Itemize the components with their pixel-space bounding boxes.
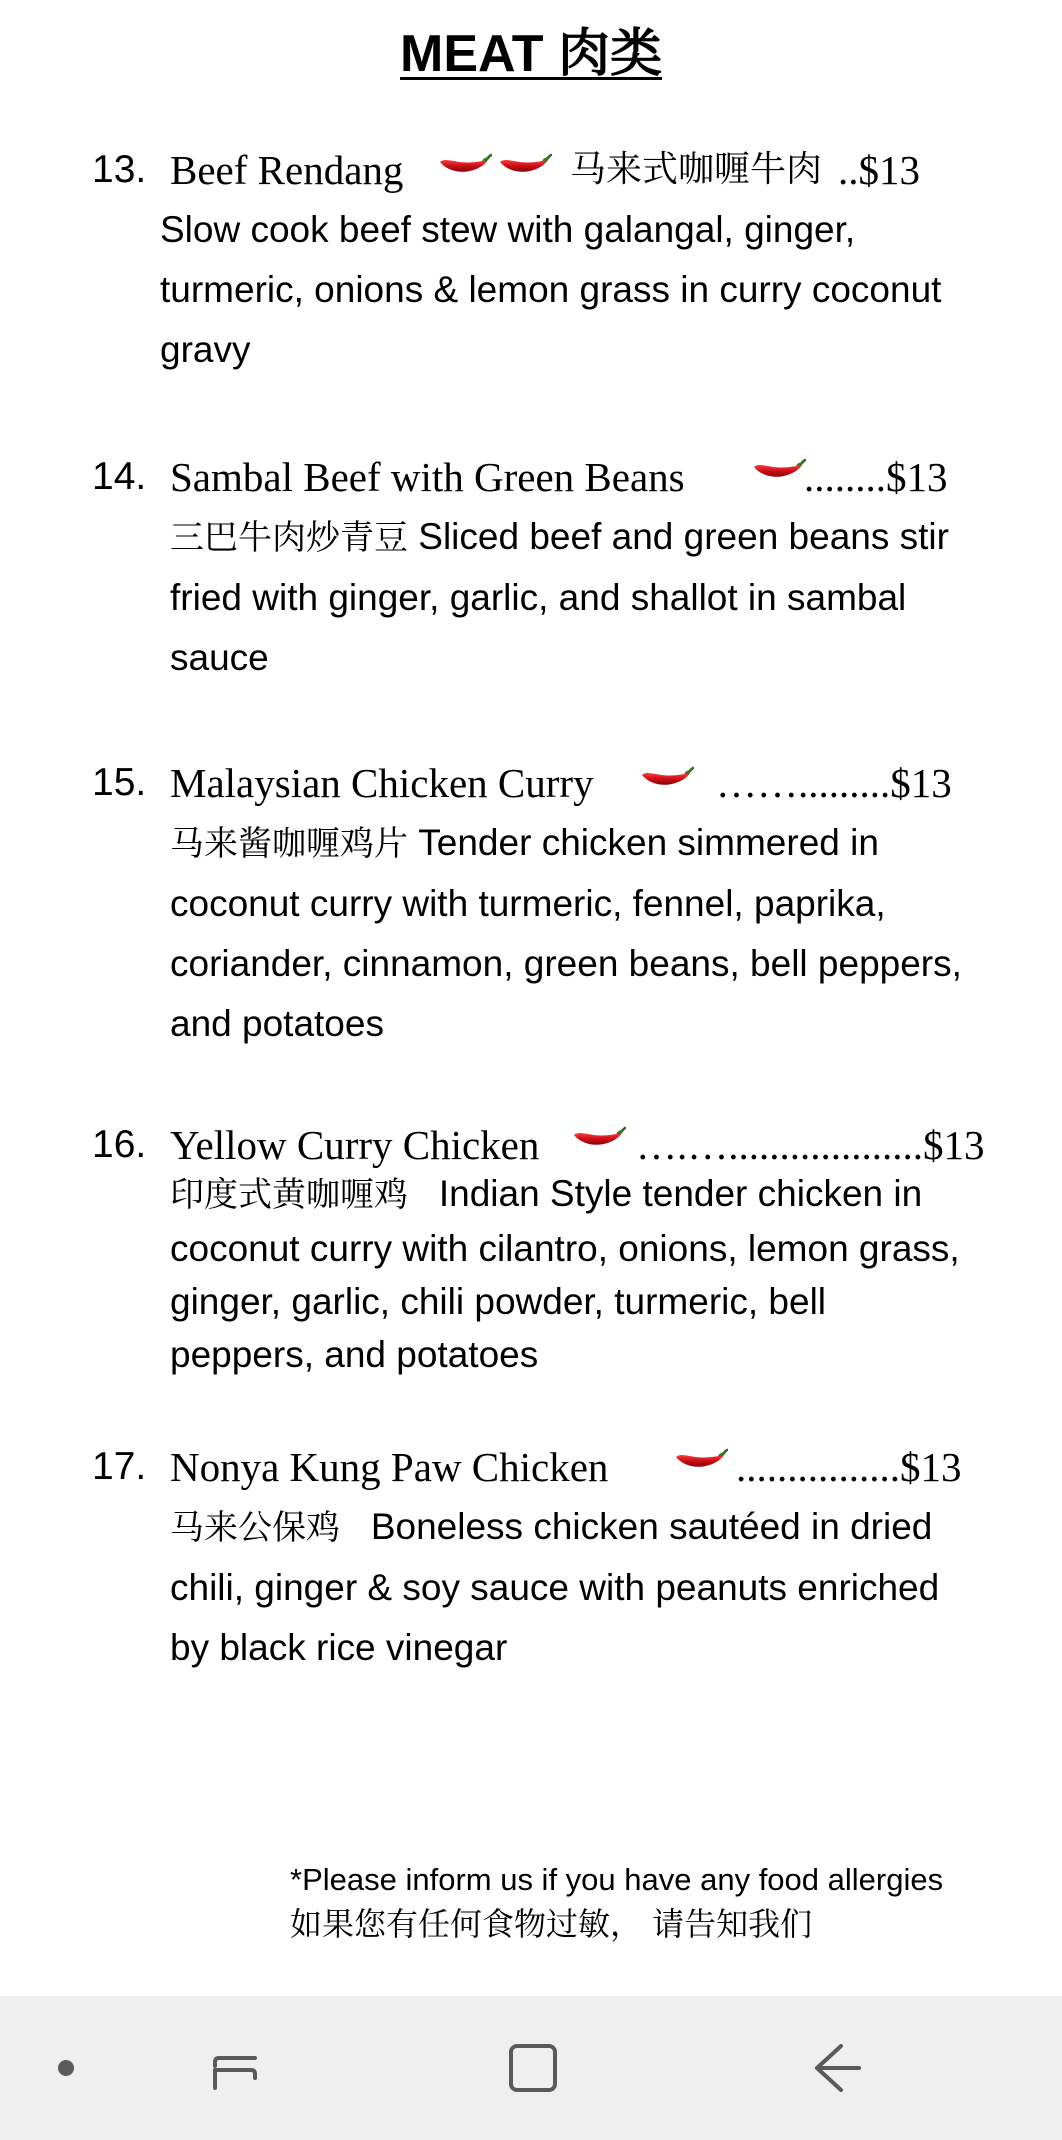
description-line: coconut curry with cilantro, onions, lemon grass, [170, 1228, 960, 1269]
chili-icon [672, 1447, 728, 1477]
dot-icon [56, 2058, 76, 2078]
system-navigation-bar [0, 1996, 1062, 2140]
description-line: peppers, and potatoes [170, 1334, 539, 1375]
description-text: Tender chicken simmered in [418, 822, 879, 863]
chili-icon [638, 765, 694, 795]
page-title-text: MEAT 肉类 [400, 25, 662, 83]
description-line [170, 507, 949, 568]
menu-item-name: Malaysian Chicken Curry [170, 760, 594, 806]
menu-item-header [0, 447, 1062, 507]
page-title [0, 18, 1062, 90]
chili-icon [750, 457, 806, 487]
back-button[interactable] [792, 1996, 882, 2140]
description-line: Slow cook beef stew with galangal, ginger, [160, 209, 856, 250]
chili-icon [436, 152, 492, 182]
menu-item-header [0, 1115, 1062, 1175]
allergy-note-chinese: 如果您有任何食物过敏， 请告知我们 [290, 1905, 813, 1943]
menu-item-price: ................$13 [736, 1444, 962, 1490]
description-line: and potatoes [170, 1003, 384, 1044]
description-line: chili, ginger & soy sauce with peanuts enriched [170, 1567, 940, 1608]
menu-item-number: 14. [92, 455, 147, 498]
allergy-note [290, 1858, 943, 1946]
description-text: Sliced beef and green beans stir [418, 516, 949, 557]
recent-apps-button[interactable] [190, 1996, 280, 2140]
description-line: ginger, garlic, chili powder, turmeric, bell [170, 1281, 827, 1322]
description-line: coconut curry with turmeric, fennel, paprika, [170, 883, 886, 924]
menu-item-chinese-name: 马来酱咖喱鸡片 [170, 824, 408, 864]
menu-item-header [0, 753, 1062, 813]
menu-item-description [170, 1497, 939, 1678]
menu-item-number: 15. [92, 761, 147, 804]
recent-apps-icon [207, 2040, 263, 2096]
menu-item-chinese-name: 马来公保鸡 [170, 1508, 340, 1548]
nav-dot-button[interactable] [40, 1996, 92, 2140]
menu-item-price: …….........$13 [716, 760, 952, 806]
menu-item-price: ….…...................$13 [636, 1122, 985, 1168]
menu-item-description [170, 813, 962, 1054]
menu-item-name: Yellow Curry Chicken [170, 1122, 540, 1168]
menu-item-header [0, 1437, 1062, 1497]
description-line: by black rice vinegar [170, 1627, 508, 1668]
description-text: Indian Style tender chicken in [438, 1173, 923, 1214]
menu-item-number: 17. [92, 1445, 147, 1488]
chili-icon [570, 1125, 626, 1155]
chili-icon [496, 152, 552, 182]
description-line: gravy [160, 329, 251, 370]
back-icon [809, 2040, 865, 2096]
menu-item-chinese-name: 三巴牛肉炒青豆 [170, 518, 408, 558]
menu-item-price: ........$13 [804, 454, 948, 500]
description-line: sauce [170, 637, 269, 678]
menu-item-name: Beef Rendang [170, 147, 404, 193]
menu-item-description [170, 1167, 960, 1381]
menu-item-name: Sambal Beef with Green Beans [170, 454, 685, 500]
menu-item-description [170, 507, 949, 688]
menu-item-description [160, 200, 941, 380]
description-line [170, 813, 962, 874]
home-button[interactable] [488, 1996, 578, 2140]
menu-item-chinese-name: 马来式咖喱牛肉 [570, 149, 823, 190]
description-line: turmeric, onions & lemon grass in curry coconut [160, 269, 942, 310]
description-line: fried with ginger, garlic, and shallot in sambal [170, 577, 907, 618]
menu-item-price: ..$13 [838, 147, 920, 193]
description-text: Boneless chicken sautéed in dried [370, 1506, 933, 1547]
menu-item-chinese-name: 印度式黄咖喱鸡 [170, 1175, 408, 1215]
home-icon [505, 2040, 561, 2096]
menu-item-name: Nonya Kung Paw Chicken [170, 1444, 609, 1490]
menu-item-number: 13. [92, 148, 147, 191]
allergy-note-english: *Please inform us if you have any food allergies [290, 1862, 944, 1897]
description-line [170, 1167, 960, 1222]
description-line: coriander, cinnamon, green beans, bell peppers, [170, 943, 962, 984]
menu-item-header [0, 140, 1062, 200]
description-line [170, 1497, 939, 1558]
menu-item-number: 16. [92, 1123, 147, 1166]
